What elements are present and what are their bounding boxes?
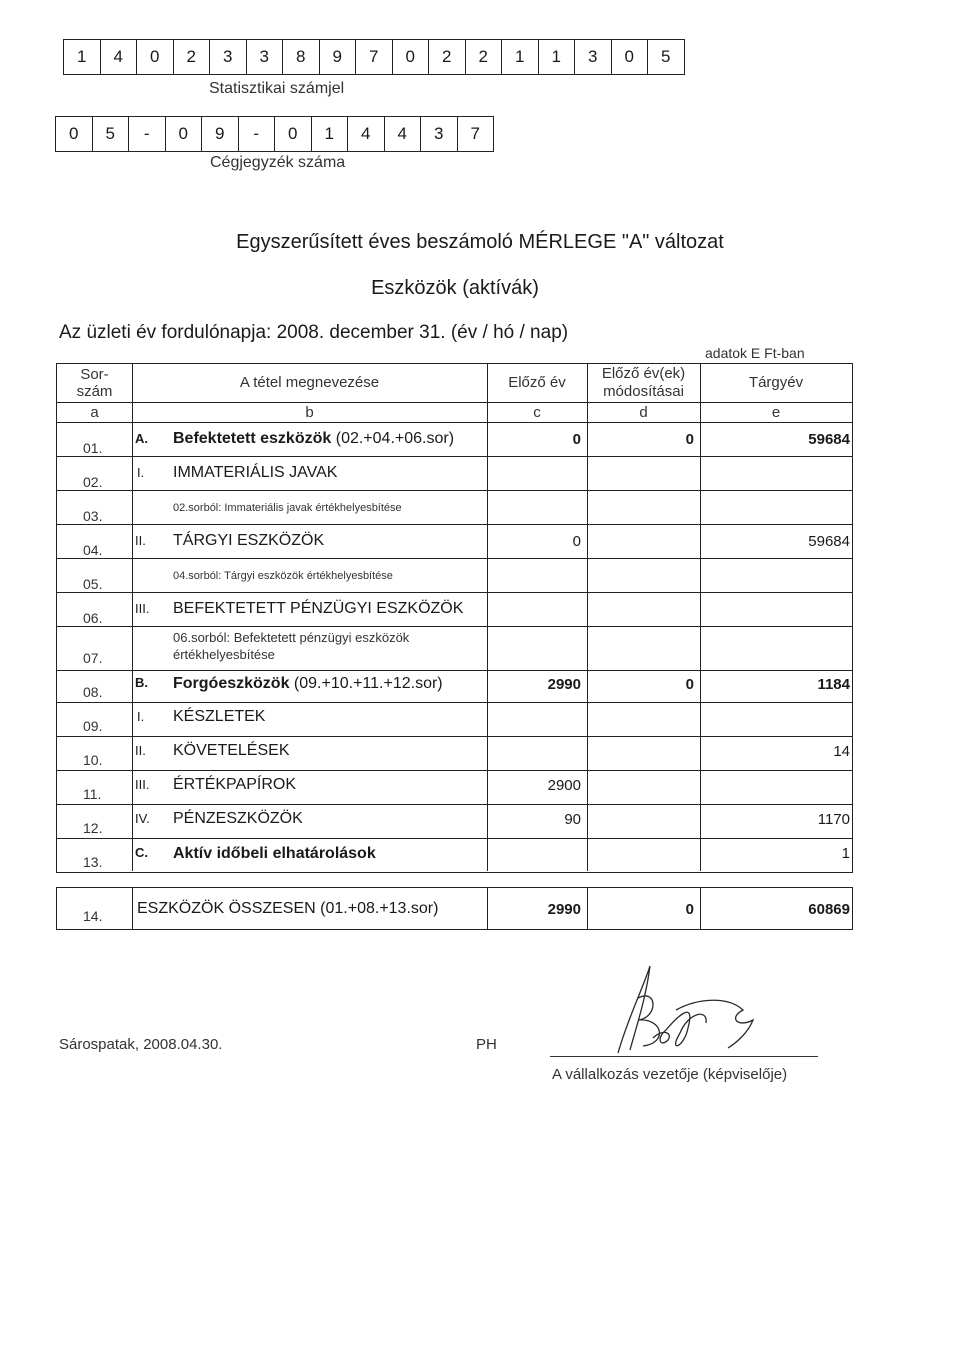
row-number: 10. bbox=[83, 752, 103, 768]
row-label bbox=[173, 430, 454, 448]
row-formula: (02.+04.+06.sor) bbox=[335, 430, 455, 447]
row-label-text: Forgóeszközök bbox=[173, 675, 290, 692]
digit-box: 2 bbox=[466, 40, 503, 74]
balance-table bbox=[56, 363, 853, 873]
digit-box: 1 bbox=[312, 117, 349, 151]
digit-box: - bbox=[129, 117, 166, 151]
row-label bbox=[173, 629, 409, 663]
digit-box: 0 bbox=[612, 40, 649, 74]
previous-year-value: 90 bbox=[564, 811, 581, 828]
total-label bbox=[137, 900, 438, 918]
row-divider bbox=[57, 626, 852, 627]
digit-box: 7 bbox=[356, 40, 393, 74]
previous-year-value: 2990 bbox=[547, 676, 581, 693]
letter-c: c bbox=[533, 404, 541, 421]
row-mark: III. bbox=[135, 601, 150, 616]
header-modifications: Előző év(ek) módosításai bbox=[601, 365, 686, 400]
row-divider bbox=[57, 702, 852, 703]
digit-box: 3 bbox=[575, 40, 612, 74]
digit-box: 2 bbox=[429, 40, 466, 74]
digit-box: 0 bbox=[166, 117, 203, 151]
digit-box: 3 bbox=[210, 40, 247, 74]
row-label: 04.sorból: Tárgyi eszközök értékhelyesbítése bbox=[173, 570, 393, 582]
digit-box: 5 bbox=[93, 117, 130, 151]
row-divider bbox=[57, 422, 852, 423]
row-mark: B. bbox=[135, 675, 148, 690]
digit-box: 4 bbox=[101, 40, 138, 74]
digit-box: 0 bbox=[393, 40, 430, 74]
row-label: 02.sorból: Immateriális javak értékhelyesbítése bbox=[173, 502, 402, 514]
row-label-continued: értékhelyesbítése bbox=[173, 647, 275, 662]
digit-box: 3 bbox=[421, 117, 458, 151]
current-year-value: 1170 bbox=[817, 811, 850, 828]
previous-year-value: 0 bbox=[572, 431, 581, 448]
total-modification: 0 bbox=[685, 901, 694, 918]
row-mark: II. bbox=[135, 743, 146, 758]
fiscal-date-line: Az üzleti év fordulónapja: 2008. december 31. (év / hó / nap) bbox=[59, 322, 569, 343]
current-year-value: 14 bbox=[833, 743, 850, 760]
row-divider bbox=[57, 558, 852, 559]
row-divider bbox=[57, 804, 852, 805]
signature-stroke bbox=[676, 1000, 753, 1048]
column-divider bbox=[132, 364, 133, 871]
row-number: 11. bbox=[83, 786, 102, 802]
row-label: KÉSZLETEK bbox=[173, 708, 266, 725]
row-number: 03. bbox=[83, 508, 103, 524]
row-formula: (09.+10.+11.+12.sor) bbox=[293, 675, 443, 692]
row-number: 01. bbox=[83, 440, 103, 456]
modification-value: 0 bbox=[685, 431, 694, 448]
row-mark: A. bbox=[135, 431, 148, 446]
header-item-name: A tétel megnevezése bbox=[239, 374, 380, 391]
row-label: TÁRGYI ESZKÖZÖK bbox=[173, 532, 325, 549]
row-mark: C. bbox=[135, 845, 148, 860]
row-number: 07. bbox=[83, 650, 103, 666]
digit-box: 1 bbox=[502, 40, 539, 74]
digit-box: 1 bbox=[539, 40, 576, 74]
modification-value: 0 bbox=[685, 676, 694, 693]
row-number: 04. bbox=[83, 542, 103, 558]
stamp-placeholder: PH bbox=[476, 1036, 497, 1053]
row-label: PÉNZESZKÖZÖK bbox=[173, 810, 303, 827]
signature-caption: A vállalkozás vezetője (képviselője) bbox=[552, 1066, 788, 1083]
letter-b: b bbox=[305, 404, 314, 421]
row-divider bbox=[57, 838, 852, 839]
current-year-value: 59684 bbox=[808, 431, 850, 448]
row-mark: IV. bbox=[135, 811, 150, 826]
row-label-text: 06.sorból: Befektetett pénzügyi eszközök bbox=[173, 630, 410, 645]
header-current-year: Tárgyév bbox=[748, 374, 804, 391]
signature-stroke bbox=[618, 966, 659, 1053]
signature bbox=[588, 958, 788, 1058]
digit-box: 0 bbox=[275, 117, 312, 151]
row-divider bbox=[57, 456, 852, 457]
total-formula: (01.+08.+13.sor) bbox=[320, 900, 439, 917]
digit-box: - bbox=[239, 117, 276, 151]
row-mark: II. bbox=[135, 533, 146, 548]
row-number: 09. bbox=[83, 718, 103, 734]
row-mark: III. bbox=[135, 777, 150, 792]
total-previous-year: 2990 bbox=[547, 901, 581, 918]
row-label-text: Befektetett eszközök bbox=[173, 430, 332, 447]
previous-year-value: 0 bbox=[572, 533, 581, 550]
digit-box: 9 bbox=[202, 117, 239, 151]
stat-number-caption: Statisztikai számjel bbox=[209, 80, 345, 97]
digit-box: 4 bbox=[385, 117, 422, 151]
row-mark: I. bbox=[137, 465, 145, 480]
digit-box: 8 bbox=[283, 40, 320, 74]
row-divider bbox=[57, 592, 852, 593]
digit-box: 3 bbox=[247, 40, 284, 74]
row-number: 06. bbox=[83, 610, 103, 626]
row-divider bbox=[57, 490, 852, 491]
total-row bbox=[56, 887, 853, 930]
signature-line bbox=[550, 1056, 818, 1057]
digit-box: 4 bbox=[348, 117, 385, 151]
digit-box: 1 bbox=[64, 40, 101, 74]
row-divider bbox=[57, 524, 852, 525]
row-mark: I. bbox=[137, 709, 145, 724]
previous-year-value: 2900 bbox=[547, 777, 581, 794]
unit-note: adatok E Ft-ban bbox=[705, 345, 805, 361]
company-reg-caption: Cégjegyzék száma bbox=[210, 154, 346, 171]
letter-e: e bbox=[771, 404, 781, 421]
place-and-date: Sárospatak, 2008.04.30. bbox=[59, 1036, 223, 1053]
row-number: 12. bbox=[83, 820, 103, 836]
document-title: Egyszerűsített éves beszámoló MÉRLEGE "A" változat bbox=[236, 231, 724, 253]
total-label-text: ESZKÖZÖK ÖSSZESEN bbox=[137, 900, 316, 917]
row-divider bbox=[57, 770, 852, 771]
row-divider bbox=[57, 402, 852, 403]
row-number: 14. bbox=[83, 908, 103, 924]
row-label: Aktív időbeli elhatárolások bbox=[173, 845, 376, 862]
letter-a: a bbox=[90, 404, 99, 421]
row-label: BEFEKTETETT PÉNZÜGYI ESZKÖZÖK bbox=[173, 600, 464, 617]
column-divider bbox=[132, 888, 133, 929]
digit-box: 9 bbox=[320, 40, 357, 74]
digit-box: 0 bbox=[137, 40, 174, 74]
letter-d: d bbox=[639, 404, 648, 421]
total-current-year: 60869 bbox=[808, 901, 850, 918]
current-year-value: 1184 bbox=[817, 676, 850, 693]
company-reg-boxes bbox=[55, 116, 494, 152]
stat-number-boxes bbox=[63, 39, 685, 75]
row-label: ÉRTÉKPAPÍROK bbox=[173, 776, 296, 793]
row-label: KÖVETELÉSEK bbox=[173, 742, 290, 759]
digit-box: 0 bbox=[56, 117, 93, 151]
row-divider bbox=[57, 670, 852, 671]
row-number: 08. bbox=[83, 684, 103, 700]
signature-stroke bbox=[653, 1012, 706, 1045]
current-year-value: 1 bbox=[841, 845, 850, 862]
header-previous-year: Előző év bbox=[508, 374, 566, 391]
digit-box: 5 bbox=[648, 40, 685, 74]
document-subtitle: Eszközök (aktívák) bbox=[371, 277, 539, 299]
row-divider bbox=[57, 736, 852, 737]
row-number: 13. bbox=[83, 854, 103, 870]
header-sorszam: Sor- szám bbox=[76, 366, 113, 400]
digit-box: 7 bbox=[458, 117, 495, 151]
current-year-value: 59684 bbox=[808, 533, 850, 550]
row-number: 02. bbox=[83, 474, 103, 490]
row-number: 05. bbox=[83, 576, 103, 592]
row-label bbox=[173, 675, 443, 693]
digit-box: 2 bbox=[174, 40, 211, 74]
row-label: IMMATERIÁLIS JAVAK bbox=[173, 464, 338, 481]
